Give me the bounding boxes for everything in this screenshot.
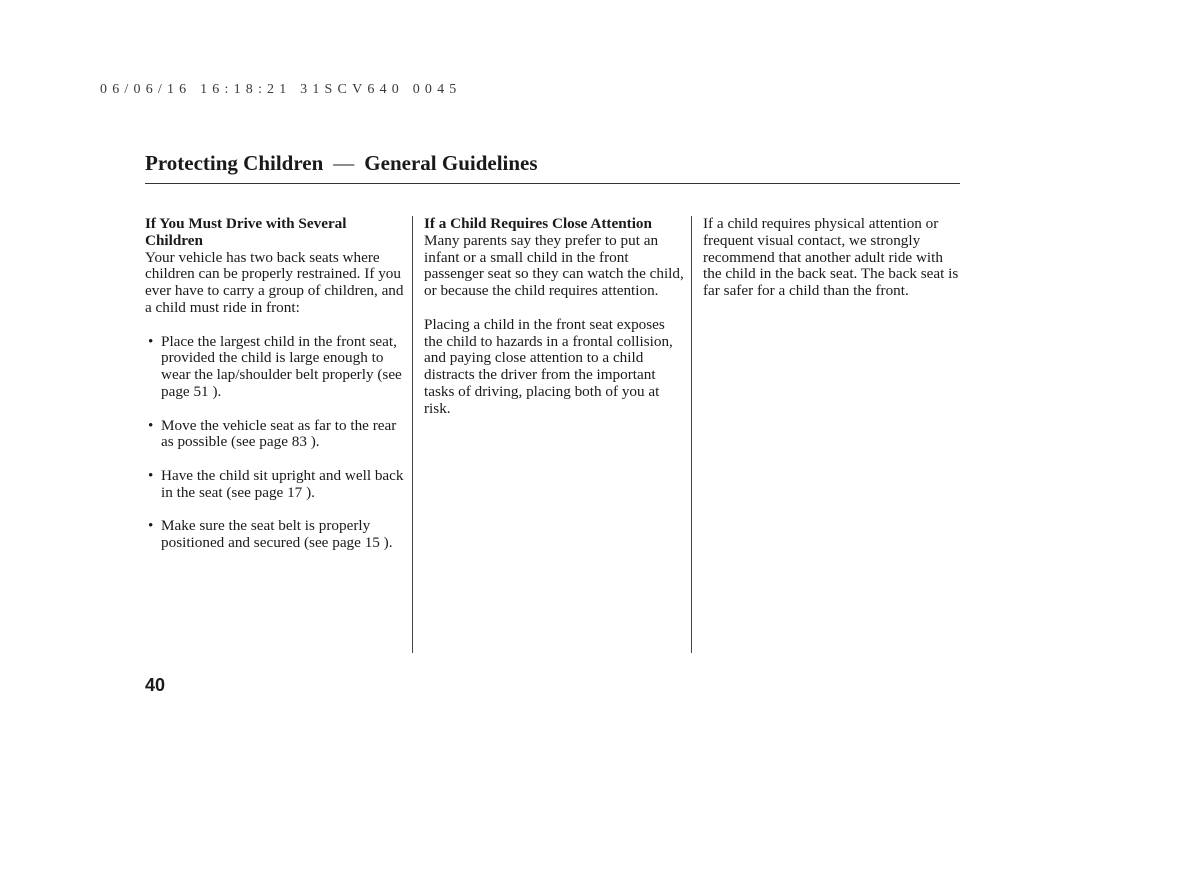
page-title-topic: General Guidelines	[364, 151, 538, 175]
bullet-item	[145, 334, 407, 401]
page-title-section: Protecting Children	[145, 151, 324, 175]
column-divider	[412, 216, 413, 653]
bullet-glyph: •	[148, 517, 154, 535]
bullet-text: Place the largest child in the front seat, provided the child is large enough to wear the lap/shoulder belt properly (see page 51 ).	[161, 332, 402, 400]
title-rule	[145, 183, 960, 184]
bullet-text: Make sure the seat belt is properly positioned and secured (see page 15 ).	[161, 517, 393, 552]
bullet-item	[145, 418, 407, 452]
bullet-glyph: •	[148, 466, 154, 484]
bullet-item	[145, 468, 407, 502]
bullet-item	[145, 518, 407, 552]
print-timestamp: 06/06/16 16:18:21 31SCV640 0045	[100, 82, 462, 97]
section-heading: If a Child Requires Close Attention	[424, 215, 652, 232]
column-physical-attention	[703, 216, 965, 300]
body-paragraph: If a child requires physical attention or frequent visual contact, we strongly recommend that another adult ride with the child in the back seat. The back seat is far safer for a child than the front.	[703, 215, 959, 300]
title-separator: —	[333, 151, 355, 175]
bullet-glyph: •	[148, 416, 154, 434]
body-paragraph: Your vehicle has two back seats where children can be properly restrained. If you ever have to carry a group of children, and a child must ride in front:	[145, 248, 404, 316]
body-paragraph: Many parents say they prefer to put an infant or a small child in the front passenger seat so they can watch the child, or because the child requires attention.	[424, 231, 684, 300]
column-close-attention	[424, 216, 686, 418]
column-divider	[691, 216, 692, 653]
page-title	[145, 151, 538, 176]
body-paragraph: Placing a child in the front seat exposes the child to hazards in a frontal collision, and paying close attention to a child distracts the driver from the important tasks of driving, placing both of you at risk.	[424, 315, 673, 417]
section-heading: If You Must Drive with Several Children	[145, 215, 347, 249]
column-several-children	[145, 216, 407, 552]
bullet-text: Move the vehicle seat as far to the rear as possible (see page 83 ).	[161, 416, 397, 451]
bullet-text: Have the child sit upright and well back in the seat (see page 17 ).	[161, 466, 404, 501]
bullet-glyph: •	[148, 332, 154, 350]
page-number: 40	[145, 675, 166, 695]
